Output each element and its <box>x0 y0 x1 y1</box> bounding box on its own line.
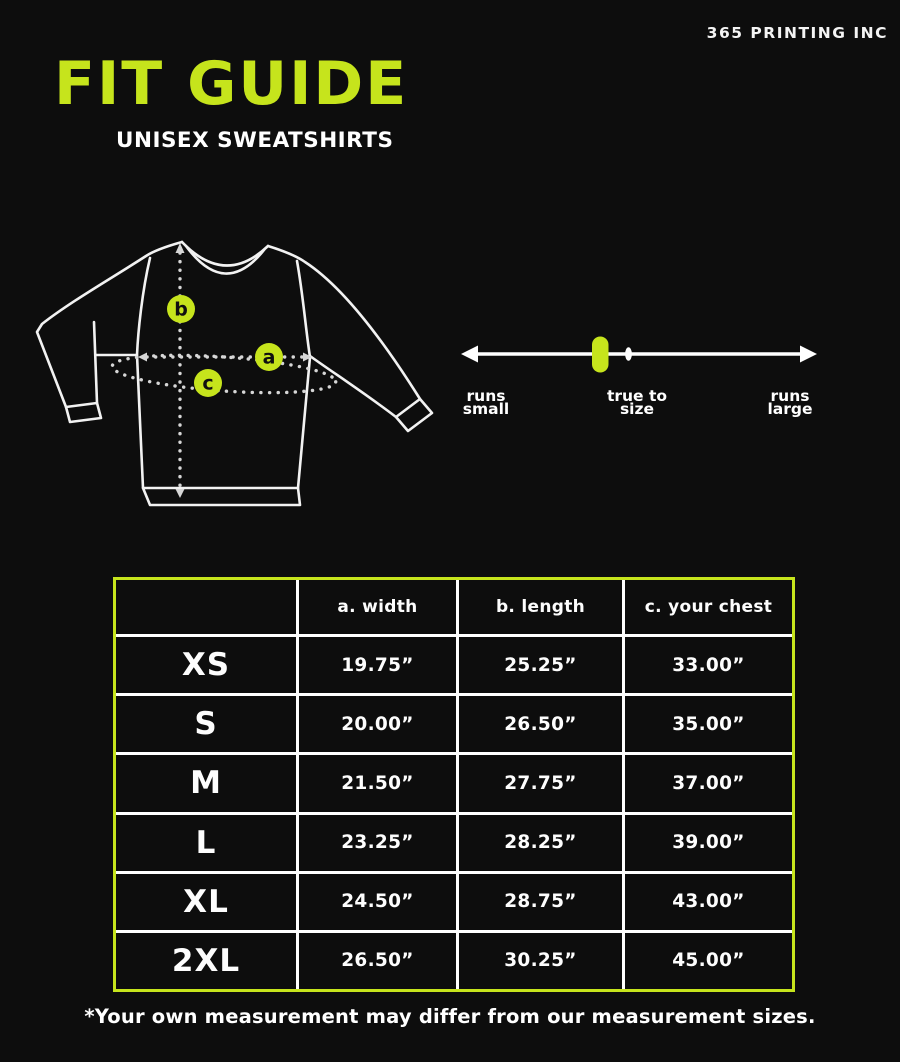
left-cuff <box>66 403 101 422</box>
table-header-width: a. width <box>299 580 456 634</box>
right-body-seam <box>298 357 310 488</box>
chest-value: 33.00” <box>625 637 792 693</box>
sweatshirt-illustration <box>30 225 450 515</box>
fit-scale-arrow-right <box>800 346 817 363</box>
left-sleeve-seam <box>94 322 97 403</box>
length-value: 27.75” <box>459 755 622 811</box>
size-label: M <box>116 755 296 811</box>
table-header-blank <box>116 580 296 634</box>
width-value: 20.00” <box>299 696 456 752</box>
size-table-grid <box>116 580 792 989</box>
width-value: 19.75” <box>299 637 456 693</box>
size-label: XL <box>116 874 296 930</box>
right-armhole-seam <box>297 261 310 357</box>
brand-name: 365 PRINTING INC <box>706 24 888 42</box>
left-sleeve-outline <box>37 242 182 407</box>
fit-scale-label-runs-large <box>745 387 835 418</box>
measurement-point-b <box>167 295 195 323</box>
fit-scale-label-line: runs <box>466 387 506 405</box>
page-title: FIT GUIDE <box>54 49 409 119</box>
width-value: 21.50” <box>299 755 456 811</box>
fit-scale-label-true-to-size <box>592 387 682 418</box>
length-value: 25.25” <box>459 637 622 693</box>
arrow-left <box>138 353 147 362</box>
page-subtitle: UNISEX SWEATSHIRTS <box>116 128 394 153</box>
point-c-label: c <box>202 372 214 395</box>
chest-value: 43.00” <box>625 874 792 930</box>
chest-value: 37.00” <box>625 755 792 811</box>
width-value: 26.50” <box>299 933 456 989</box>
size-table <box>113 577 795 992</box>
sweatshirt-outline <box>37 242 432 505</box>
collar-inner-line <box>186 246 264 274</box>
fit-scale-label-line: true to <box>606 387 668 405</box>
table-header-length: b. length <box>459 580 622 634</box>
chest-value: 45.00” <box>625 933 792 989</box>
fit-scale-label-runs-small <box>441 387 531 418</box>
fit-scale-label-line: runs <box>770 387 810 405</box>
length-value: 28.25” <box>459 815 622 871</box>
fit-scale-center-tick <box>625 347 632 361</box>
fit-scale-arrow-left <box>461 346 478 363</box>
fit-scale-label-line: small <box>462 400 510 418</box>
left-armhole-seam <box>137 258 150 355</box>
right-sleeve-outline <box>268 246 432 431</box>
fit-scale-label-line: large <box>767 400 813 418</box>
width-value: 24.50” <box>299 874 456 930</box>
left-body-seam <box>96 355 143 488</box>
measurement-points <box>167 295 283 397</box>
point-b-label: b <box>174 298 188 321</box>
length-value: 26.50” <box>459 696 622 752</box>
size-label: L <box>116 815 296 871</box>
measurement-arrowheads <box>138 243 312 498</box>
measurement-point-a <box>255 343 283 371</box>
fit-scale <box>455 328 825 384</box>
right-cuff-seam <box>396 399 420 417</box>
length-value: 28.75” <box>459 874 622 930</box>
table-header-chest: c. your chest <box>625 580 792 634</box>
width-value: 23.25” <box>299 815 456 871</box>
point-a-label: a <box>262 346 276 369</box>
size-label: XS <box>116 637 296 693</box>
collar-outer-line <box>182 242 268 266</box>
fit-scale-label-line: size <box>619 400 655 418</box>
hem-band <box>143 488 300 505</box>
fit-marker <box>592 337 609 373</box>
arrow-down <box>176 489 185 498</box>
chest-value: 39.00” <box>625 815 792 871</box>
chest-value: 35.00” <box>625 696 792 752</box>
measurement-point-c <box>194 369 222 397</box>
size-label: 2XL <box>116 933 296 989</box>
length-value: 30.25” <box>459 933 622 989</box>
measurement-disclaimer: *Your own measurement may differ from our measurement sizes. <box>84 1005 816 1028</box>
size-label: S <box>116 696 296 752</box>
